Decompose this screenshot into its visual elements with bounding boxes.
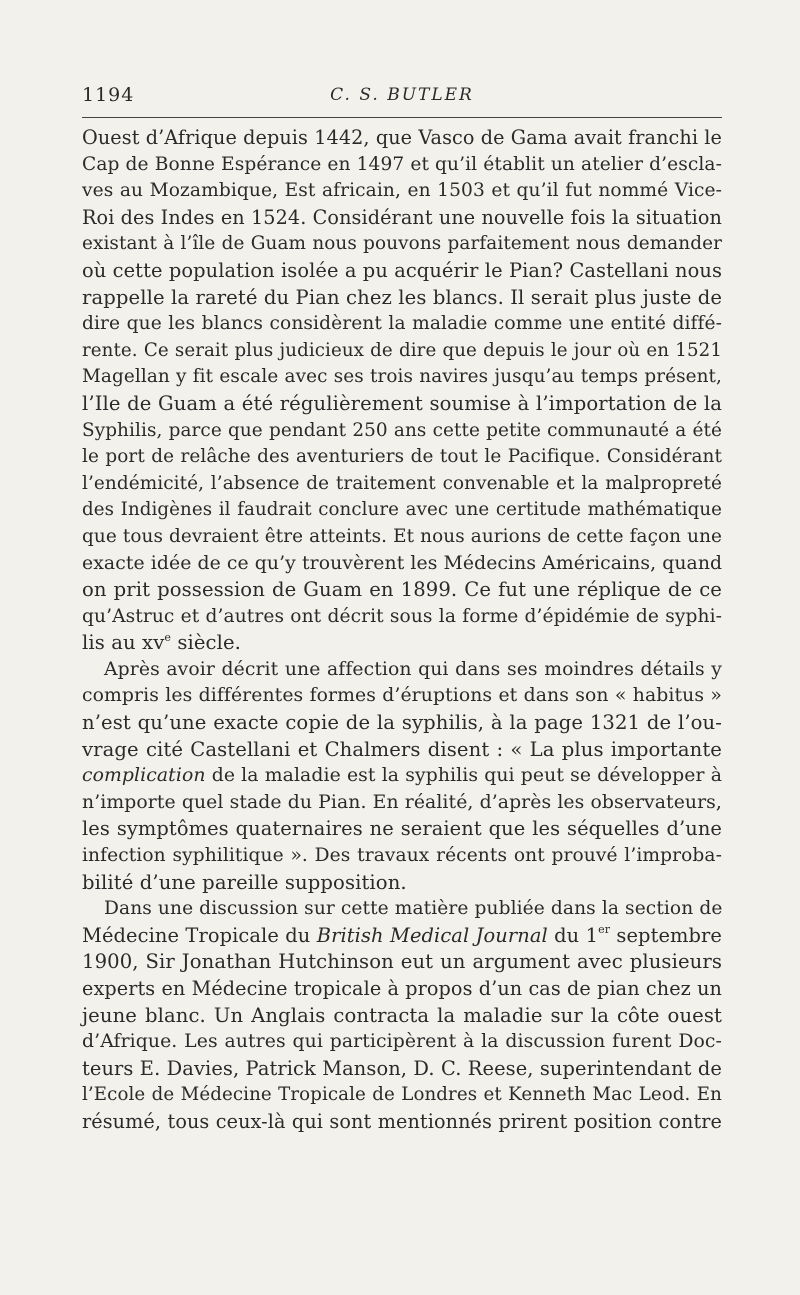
- text-line: on prit possession de Guam en 1899. Ce fut une réplique de ce: [82, 578, 722, 602]
- text-line: vrage cité Castellani et Chalmers disent : « La plus importante: [82, 737, 722, 761]
- journal-title: British Medical Journal: [316, 923, 548, 947]
- text-line: Cap de Bonne Espérance en 1497 et qu’il établit un atelier d’escla-: [82, 153, 722, 175]
- text-line: Après avoir décrit une affection qui dans ses moindres détails y: [104, 658, 722, 680]
- text-line: jeune blanc. Un Anglais contracta la maladie sur la côte ouest: [82, 1003, 722, 1027]
- text-line: des Indigènes il faudrait conclure avec une certitude mathématique: [82, 499, 722, 521]
- text-line: Ouest d’Afrique depuis 1442, que Vasco de Gama avait franchi le: [82, 126, 722, 149]
- text-line: où cette population isolée a pu acquérir le Pian? Castellani nous: [82, 258, 722, 282]
- text-line: complication de la maladie est la syphilis qui peut se développer à: [82, 765, 722, 787]
- text-line: dire que les blancs considèrent la maladie comme une entité diffé-: [82, 313, 722, 335]
- text-line: l’Ile de Guam a été régulièrement soumise à l’importation de la: [82, 391, 722, 415]
- text-line: infection syphilitique ». Des travaux récents ont prouvé l’improba-: [82, 845, 722, 867]
- superscript: er: [598, 923, 611, 937]
- text-line: rente. Ce serait plus judicieux de dire que depuis le jour où en 1521: [82, 339, 722, 361]
- text-line: les symptômes quaternaires ne seraient que les séquelles d’une: [82, 817, 722, 841]
- text-line: Roi des Indes en 1524. Considérant une nouvelle fois la situation: [82, 205, 722, 229]
- text-line: Syphilis, parce que pendant 250 ans cette petite communauté a été: [82, 419, 722, 441]
- text-line: Médecine Tropicale du British Medical Journal du 1er septembre: [82, 923, 722, 947]
- page-number: 1194: [82, 84, 135, 106]
- text-line: l’endémicité, l’absence de traitement convenable et la malpropreté: [82, 472, 722, 494]
- text-line: experts en Médecine tropicale à propos d’un cas de pian chez un: [82, 977, 722, 1000]
- text-line: bilité d’une pareille supposition.: [82, 870, 407, 894]
- text-line: ves au Mozambique, Est africain, en 1503 et qu’il fut nommé Vice-: [82, 180, 722, 202]
- text-line: existant à l’île de Guam nous pouvons parfaitement nous demander: [82, 233, 722, 255]
- text-line: rappelle la rareté du Pian chez les blancs. Il serait plus juste de: [82, 285, 723, 309]
- header-rule: [82, 117, 722, 118]
- body-text: [82, 125, 722, 1136]
- text-line: l’Ecole de Médecine Tropicale de Londres et Kenneth Mac Leod. En: [82, 1084, 722, 1106]
- superscript: e: [164, 630, 171, 644]
- text-line: exacte idée de ce qu’y trouvèrent les Médecins Américains, quand: [82, 552, 723, 574]
- text-line: n’importe quel stade du Pian. En réalité, d’après les observateurs,: [82, 791, 722, 813]
- text-line: compris les différentes formes d’éruptions et dans son « habitus »: [82, 685, 722, 707]
- text-line: lis au $xv^e$ siècle.: [82, 630, 242, 655]
- running-head: C. S. BUTLER: [330, 85, 474, 105]
- text-line: n’est qu’une exacte copie de la syphilis, à la page 1321 de l’ou-: [82, 711, 722, 735]
- text-line: le port de relâche des aventuriers de tout le Pacifique. Considérant: [82, 446, 722, 468]
- text-line: Magellan y fit escale avec ses trois navires jusqu’au temps présent,: [82, 366, 722, 388]
- text-line: résumé, tous ceux-là qui sont mentionnés prirent position contre: [82, 1109, 722, 1133]
- text-line: que tous devraient être atteints. Et nous aurions de cette façon une: [82, 525, 722, 547]
- text-line: teurs E. Davies, Patrick Manson, D. C. Reese, superintendant de: [82, 1056, 722, 1080]
- text-line: qu’Astruc et d’autres ont décrit sous la forme d’épidémie de syphi-: [82, 605, 722, 627]
- italic-term: complication: [82, 765, 206, 787]
- text-line: 1900, Sir Jonathan Hutchinson eut un argument avec plusieurs: [82, 950, 722, 974]
- text-line: d’Afrique. Les autres qui participèrent à la discussion furent Doc-: [82, 1031, 722, 1053]
- text-line: Dans une discussion sur cette matière publiée dans la section de: [104, 898, 723, 920]
- page-header: [82, 84, 722, 114]
